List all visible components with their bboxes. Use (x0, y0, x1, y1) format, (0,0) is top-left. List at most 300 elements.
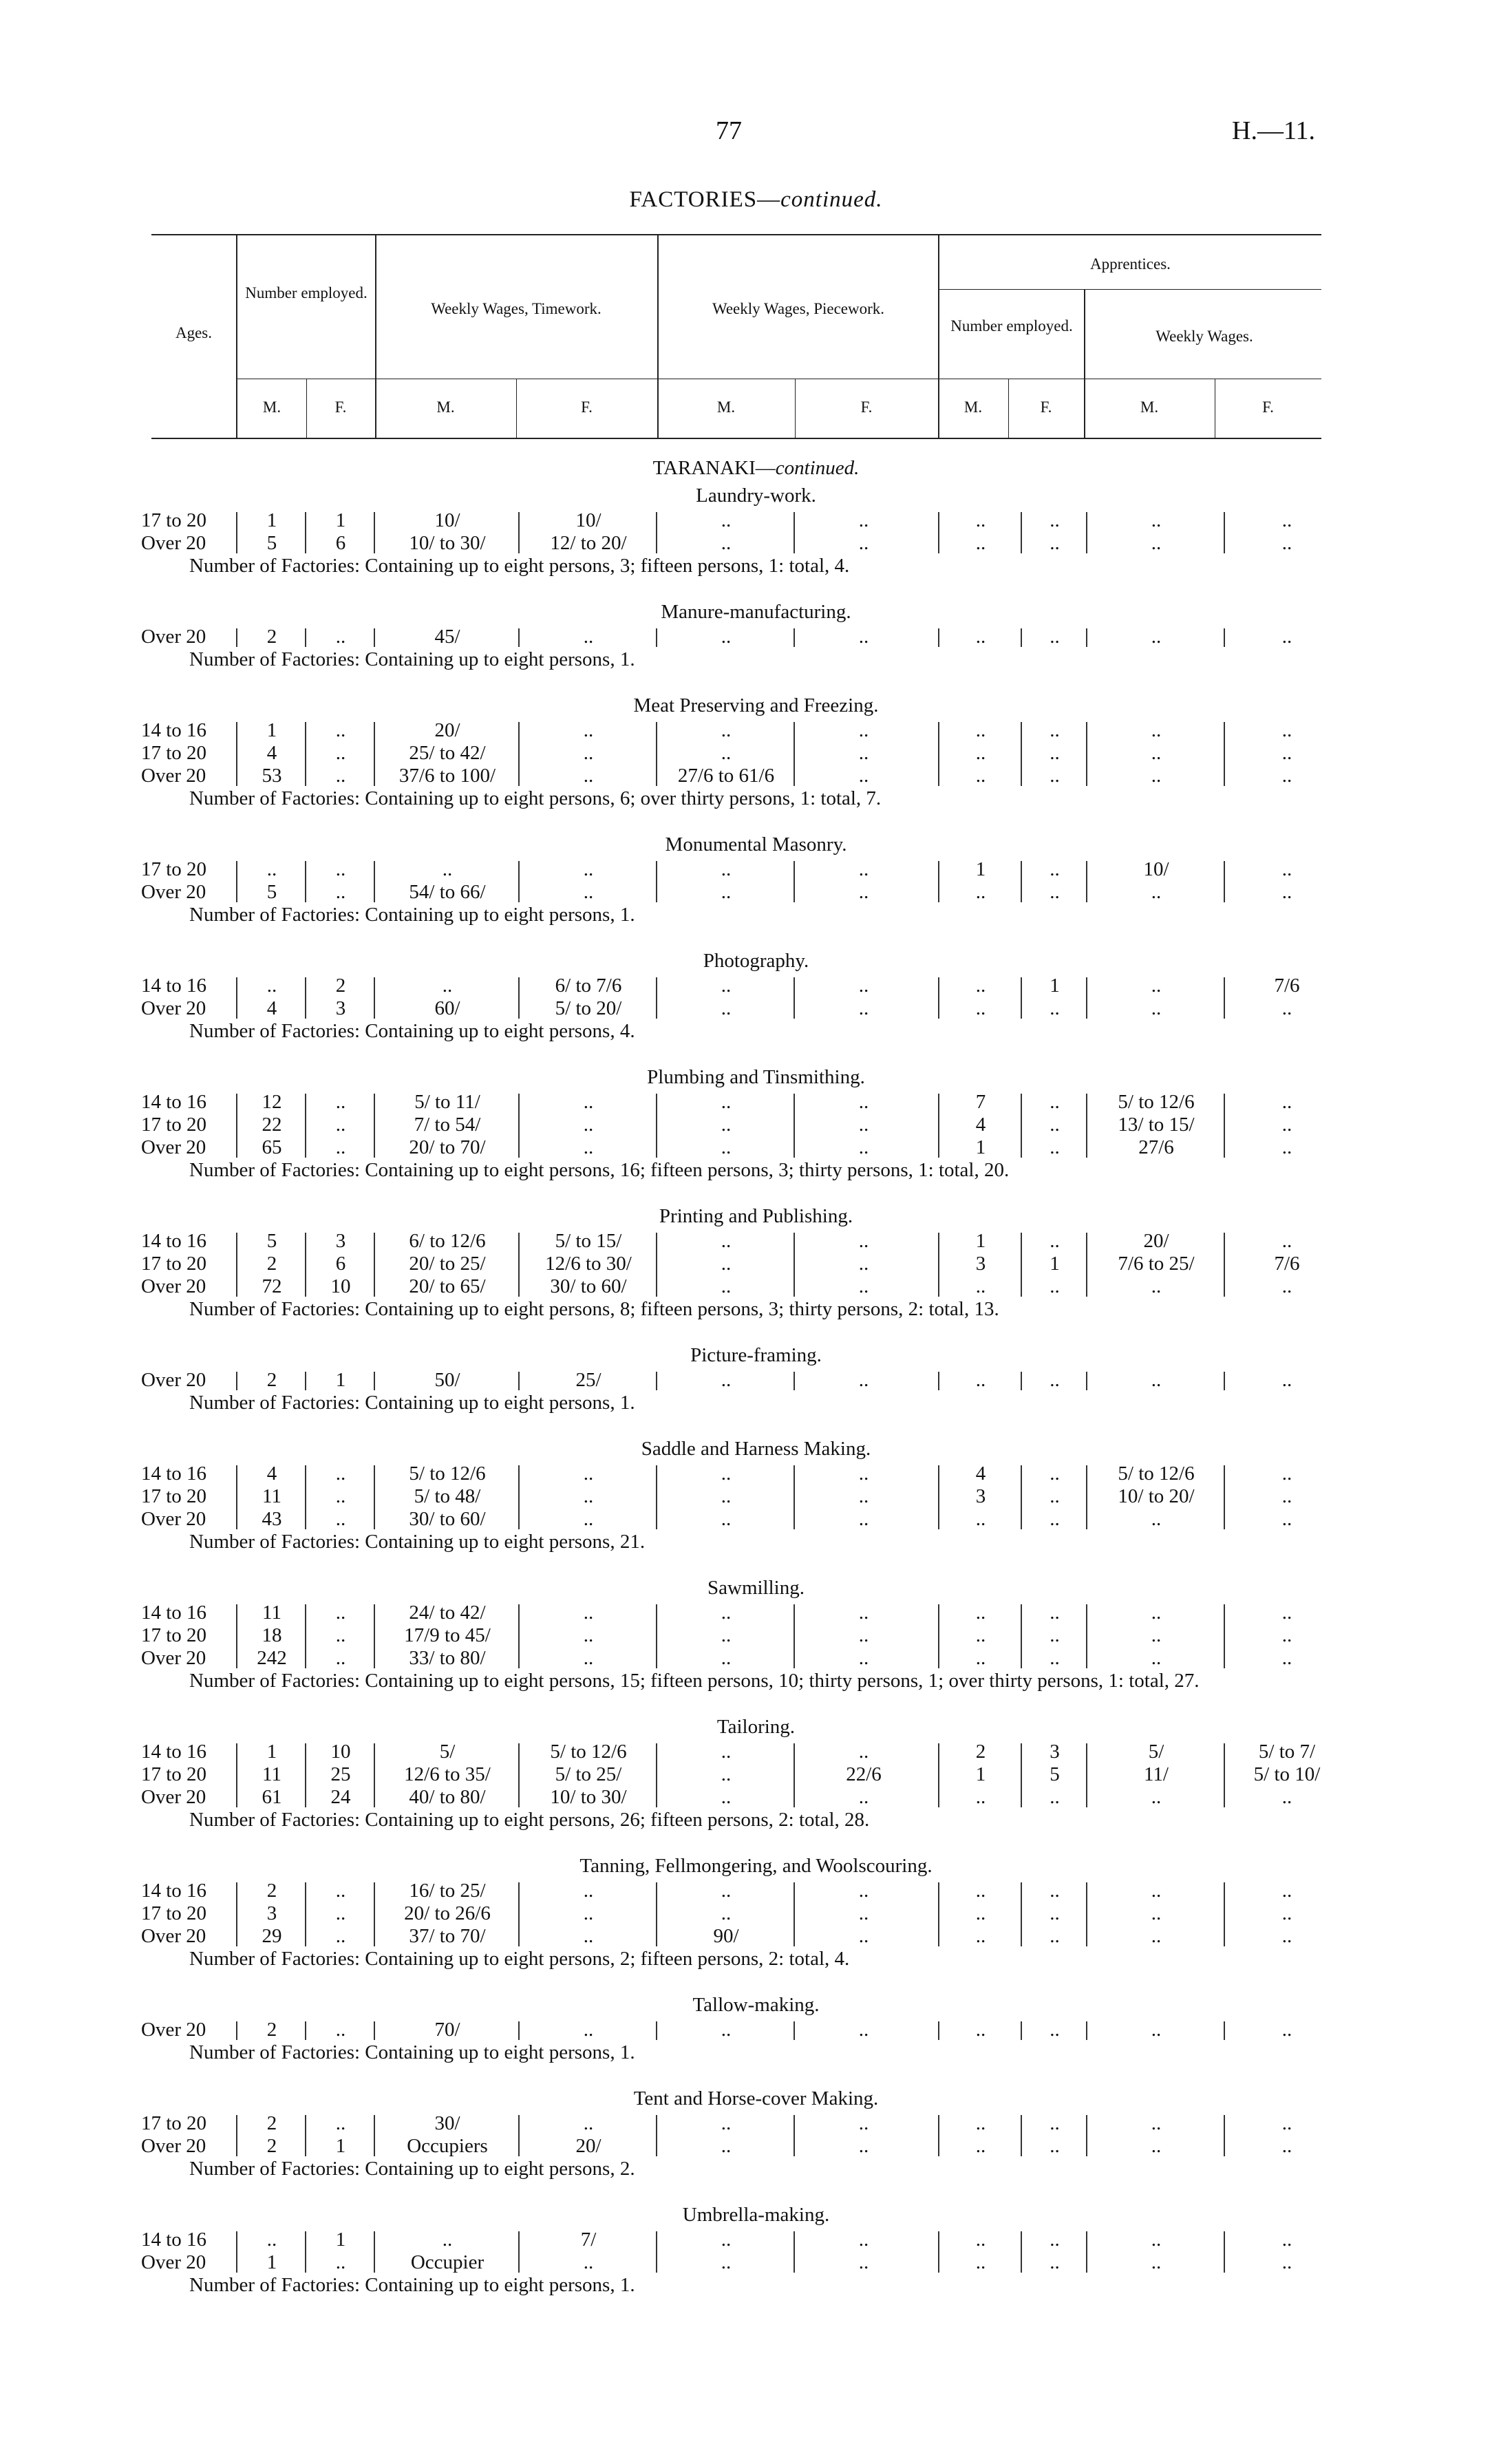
age-cell: 14 to 16 (141, 1463, 207, 1485)
industry-section (0, 1991, 1512, 2064)
apprentice-wages-f-cell: .. (1281, 1902, 1292, 1924)
number-m-cell: 22 (262, 1114, 282, 1136)
apprentice-number-m-cell: 1 (975, 858, 986, 880)
number-m-cell: 5 (266, 881, 277, 903)
piecework-m-cell: .. (721, 858, 732, 880)
column-rule (518, 1233, 520, 1297)
apprentice-number-f-cell: 5 (1050, 1763, 1060, 1785)
column-rule (518, 1465, 520, 1529)
header-m: M. (262, 398, 281, 416)
timework-f-cell: 5/ to 25/ (555, 1763, 622, 1785)
table-row (0, 1763, 1512, 1786)
apprentice-wages-m-cell: .. (1151, 1275, 1162, 1297)
table-row (0, 626, 1512, 648)
industry-rows (0, 1369, 1512, 1392)
column-rule (374, 1465, 375, 1529)
age-cell: Over 20 (141, 1647, 206, 1669)
apprentice-wages-f-cell: 7/6 (1274, 975, 1300, 997)
table-row (0, 2251, 1512, 2274)
industry-section (0, 2085, 1512, 2180)
apprentice-number-m-cell: .. (975, 765, 986, 787)
industry-name: Picture-framing. (690, 1344, 822, 1366)
industry-section (0, 1713, 1512, 1831)
column-rule (374, 861, 375, 902)
industry-name: Umbrella-making. (682, 2204, 830, 2226)
column-rule (1021, 1743, 1022, 1807)
apprentice-wages-f-cell: 5/ to 7/ (1258, 1741, 1316, 1763)
industry-section (0, 831, 1512, 926)
industry-rows (0, 1741, 1512, 1809)
header-app-number-employed: Number employed. (950, 317, 1073, 334)
timework-f-cell: 10/ (575, 509, 601, 531)
timework-m-cell: 20/ to 65/ (409, 1275, 486, 1297)
apprentice-wages-f-cell: .. (1281, 1136, 1292, 1158)
apprentice-number-m-cell: .. (975, 509, 986, 531)
number-f-cell: .. (335, 765, 346, 787)
age-cell: 14 to 16 (141, 1741, 207, 1763)
timework-f-cell: .. (583, 1880, 594, 1902)
apprentice-number-f-cell: .. (1050, 1602, 1060, 1624)
timework-m-cell: 25/ to 42/ (409, 742, 486, 764)
apprentice-number-f-cell: .. (1050, 1369, 1060, 1391)
apprentice-number-m-cell: .. (975, 1786, 986, 1808)
timework-m-cell: 37/6 to 100/ (398, 765, 496, 787)
apprentice-number-f-cell: .. (1050, 742, 1060, 764)
apprentice-wages-f-cell: .. (1281, 1786, 1292, 1808)
timework-f-cell: .. (583, 1624, 594, 1646)
column-rule (794, 1372, 795, 1390)
timework-m-cell: 20/ (434, 719, 460, 741)
timework-f-cell: .. (583, 742, 594, 764)
apprentice-wages-f-cell: .. (1281, 719, 1292, 741)
industry-name: Photography. (703, 950, 809, 972)
column-rule (656, 2021, 657, 2040)
column-rule (236, 1094, 237, 1158)
apprentice-number-m-cell: .. (975, 1925, 986, 1947)
column-rule (938, 1743, 939, 1807)
sections-container (0, 482, 1512, 2297)
apprentice-number-f-cell: .. (1050, 2019, 1060, 2041)
apprentice-number-m-cell: 3 (975, 1253, 986, 1275)
industry-section (0, 1435, 1512, 1553)
number-f-cell: 1 (335, 1369, 346, 1391)
column-rule (1021, 2115, 1022, 2156)
industry-name: Tailoring. (716, 1716, 796, 1738)
timework-m-cell: .. (442, 975, 453, 997)
column-rule (374, 1233, 375, 1297)
timework-f-cell: .. (583, 1463, 594, 1485)
table-row (0, 1786, 1512, 1809)
timework-m-cell: 5/ to 12/6 (409, 1463, 486, 1485)
age-cell: 17 to 20 (141, 742, 207, 764)
apprentice-wages-f-cell: .. (1281, 1275, 1292, 1297)
timework-m-cell: 12/6 to 35/ (404, 1763, 491, 1785)
number-m-cell: 1 (266, 719, 277, 741)
apprentice-wages-m-cell: 10/ (1143, 858, 1169, 880)
timework-m-cell: 20/ to 70/ (409, 1136, 486, 1158)
apprentice-wages-f-cell: .. (1281, 765, 1292, 787)
apprentice-number-m-cell: 2 (975, 1741, 986, 1763)
age-cell: Over 20 (141, 765, 206, 787)
industry-rows (0, 509, 1512, 555)
header-f: F. (1040, 398, 1052, 416)
piecework-f-cell: .. (858, 1741, 869, 1763)
apprentice-number-m-cell: .. (975, 532, 986, 554)
number-m-cell: 5 (266, 532, 277, 554)
column-rule (1224, 1094, 1225, 1158)
column-rule (1086, 512, 1087, 553)
apprentice-wages-f-cell: .. (1281, 2251, 1292, 2273)
number-f-cell: 6 (335, 1253, 346, 1275)
column-rule (518, 2115, 520, 2156)
page-title-main: FACTORIES— (629, 187, 781, 212)
timework-f-cell: 7/ (580, 2229, 597, 2251)
table-row (0, 1091, 1512, 1114)
apprentice-number-f-cell: 3 (1050, 1741, 1060, 1763)
number-f-cell: .. (335, 1880, 346, 1902)
piecework-m-cell: .. (721, 2229, 732, 2251)
column-rule (656, 1882, 657, 1946)
piecework-f-cell: .. (858, 1485, 869, 1507)
industry-name: Tanning, Fellmongering, and Woolscouring. (579, 1855, 933, 1877)
column-rule (1224, 977, 1225, 1019)
apprentice-wages-m-cell: .. (1151, 626, 1162, 648)
column-rule (1224, 1372, 1225, 1390)
factory-count-note: Number of Factories: Containing up to eight persons, 3; fifteen persons, 1: total, 4. (189, 555, 850, 577)
timework-f-cell: 12/ to 20/ (550, 532, 627, 554)
piecework-f-cell: .. (858, 2019, 869, 2041)
age-cell: Over 20 (141, 1136, 206, 1158)
header-number-employed: Number employed. (245, 284, 368, 301)
piecework-f-cell: .. (858, 1925, 869, 1947)
age-cell: 14 to 16 (141, 1091, 207, 1113)
apprentice-number-f-cell: 1 (1050, 1253, 1060, 1275)
industry-name: Laundry-work. (696, 485, 816, 507)
column-rule (305, 2021, 306, 2040)
apprentice-wages-f-cell: .. (1281, 1369, 1292, 1391)
number-m-cell: 2 (266, 1253, 277, 1275)
apprentice-number-f-cell: .. (1050, 881, 1060, 903)
apprentice-wages-m-cell: .. (1151, 1647, 1162, 1669)
column-rule (938, 1233, 939, 1297)
apprentice-wages-f-cell: .. (1281, 1624, 1292, 1646)
column-rule (1021, 512, 1022, 553)
number-f-cell: .. (335, 719, 346, 741)
apprentice-number-f-cell: .. (1050, 1624, 1060, 1646)
apprentice-wages-m-cell: 11/ (1144, 1763, 1169, 1785)
age-cell: 14 to 16 (141, 719, 207, 741)
piecework-f-cell: .. (858, 1786, 869, 1808)
apprentice-number-f-cell: .. (1050, 997, 1060, 1019)
column-rule (1021, 1233, 1022, 1297)
factory-count-note: Number of Factories: Containing up to eight persons, 6; over thirty persons, 1: total, 7. (189, 787, 882, 809)
column-rule (374, 722, 375, 786)
table-row (0, 2135, 1512, 2158)
piecework-f-cell: .. (858, 881, 869, 903)
industry-section (0, 692, 1512, 810)
piecework-m-cell: .. (721, 1902, 732, 1924)
header-f: F. (581, 398, 593, 416)
number-f-cell: .. (335, 1091, 346, 1113)
column-rule (1086, 722, 1087, 786)
industry-rows (0, 1091, 1512, 1159)
apprentice-number-f-cell: .. (1050, 1880, 1060, 1902)
piecework-f-cell: .. (858, 1369, 869, 1391)
region-continued: continued. (775, 457, 860, 479)
factory-count-note: Number of Factories: Containing up to eight persons, 1. (189, 2041, 635, 2063)
number-m-cell: 53 (262, 765, 282, 787)
apprentice-wages-f-cell: .. (1281, 1602, 1292, 1624)
timework-f-cell: .. (583, 1647, 594, 1669)
apprentice-number-f-cell: .. (1050, 1647, 1060, 1669)
page-number: 77 (716, 116, 742, 145)
industry-name: Saddle and Harness Making. (641, 1438, 871, 1460)
apprentice-wages-f-cell: .. (1281, 1508, 1292, 1530)
number-m-cell: 29 (262, 1925, 282, 1947)
piecework-m-cell: .. (721, 1230, 732, 1252)
column-rule (1224, 861, 1225, 902)
piecework-f-cell: .. (858, 2112, 869, 2134)
timework-m-cell: 37/ to 70/ (409, 1925, 486, 1947)
column-rule (518, 1094, 520, 1158)
timework-f-cell: .. (583, 1925, 594, 1947)
piecework-m-cell: .. (721, 2251, 732, 2273)
apprentice-wages-m-cell: 20/ (1143, 1230, 1169, 1252)
apprentice-wages-f-cell: .. (1281, 742, 1292, 764)
timework-f-cell: 6/ to 7/6 (555, 975, 622, 997)
age-cell: 14 to 16 (141, 975, 207, 997)
number-m-cell: 11 (262, 1763, 281, 1785)
industry-name: Monumental Masonry. (665, 833, 847, 855)
piecework-f-cell: .. (858, 532, 869, 554)
factory-count-note: Number of Factories: Containing up to eight persons, 1. (189, 904, 635, 926)
apprentice-wages-m-cell: .. (1151, 1925, 1162, 1947)
header-f: F. (860, 398, 873, 416)
apprentice-number-f-cell: .. (1050, 2229, 1060, 2251)
apprentice-wages-f-cell: .. (1281, 2112, 1292, 2134)
number-m-cell: 1 (266, 509, 277, 531)
apprentice-wages-f-cell: .. (1281, 858, 1292, 880)
timework-m-cell: 40/ to 80/ (409, 1786, 486, 1808)
piecework-m-cell: 27/6 to 61/6 (677, 765, 775, 787)
column-rule (1224, 722, 1225, 786)
apprentice-number-m-cell: 1 (975, 1136, 986, 1158)
column-rule (794, 1233, 795, 1297)
apprentice-number-f-cell: .. (1050, 2251, 1060, 2273)
number-f-cell: 2 (335, 975, 346, 997)
number-f-cell: .. (335, 1114, 346, 1136)
number-m-cell: 2 (266, 626, 277, 648)
column-rule (1021, 628, 1022, 647)
industry-rows (0, 1880, 1512, 1948)
column-rule (1021, 2231, 1022, 2273)
apprentice-number-f-cell: .. (1050, 1136, 1060, 1158)
timework-f-cell: 5/ to 12/6 (550, 1741, 627, 1763)
apprentice-number-m-cell: 4 (975, 1114, 986, 1136)
column-rule (1086, 1465, 1087, 1529)
table-row (0, 1647, 1512, 1670)
column-rule (656, 1094, 657, 1158)
number-f-cell: 3 (335, 997, 346, 1019)
timework-m-cell: 60/ (434, 997, 460, 1019)
apprentice-wages-m-cell: .. (1151, 1786, 1162, 1808)
number-m-cell: 2 (266, 2112, 277, 2134)
apprentice-wages-f-cell: .. (1281, 2229, 1292, 2251)
industry-rows (0, 1463, 1512, 1531)
timework-f-cell: .. (583, 1902, 594, 1924)
number-f-cell: 6 (335, 532, 346, 554)
apprentice-wages-m-cell: .. (1151, 2135, 1162, 2157)
age-cell: Over 20 (141, 1369, 206, 1391)
number-m-cell: 2 (266, 2135, 277, 2157)
timework-f-cell: 5/ to 15/ (555, 1230, 622, 1252)
apprentice-wages-f-cell: .. (1281, 1925, 1292, 1947)
piecework-m-cell: .. (721, 1091, 732, 1113)
timework-f-cell: .. (583, 881, 594, 903)
apprentice-number-f-cell: .. (1050, 1275, 1060, 1297)
column-rule (305, 628, 306, 647)
apprentice-number-f-cell: .. (1050, 2135, 1060, 2157)
piecework-f-cell: .. (858, 1880, 869, 1902)
number-f-cell: 10 (330, 1275, 351, 1297)
apprentice-wages-f-cell: .. (1281, 532, 1292, 554)
apprentice-wages-f-cell: .. (1281, 1463, 1292, 1485)
number-m-cell: 1 (266, 2251, 277, 2273)
column-rule (938, 861, 939, 902)
piecework-f-cell: 22/6 (846, 1763, 882, 1785)
apprentice-number-m-cell: .. (975, 742, 986, 764)
apprentices-rule (939, 289, 1321, 290)
column-rule (305, 1372, 306, 1390)
factory-count-note: Number of Factories: Containing up to eight persons, 1. (189, 648, 635, 670)
number-f-cell: 25 (330, 1763, 351, 1785)
number-f-cell: .. (335, 2251, 346, 2273)
timework-m-cell: 5/ (439, 1741, 456, 1763)
age-cell: Over 20 (141, 532, 206, 554)
column-rule (656, 861, 657, 902)
number-f-cell: 1 (335, 2229, 346, 2251)
table-row (0, 975, 1512, 997)
piecework-m-cell: .. (721, 1647, 732, 1669)
apprentice-wages-m-cell: 5/ to 12/6 (1118, 1463, 1195, 1485)
column-rule (794, 1882, 795, 1946)
piecework-m-cell: .. (721, 1880, 732, 1902)
industry-section (0, 1063, 1512, 1182)
timework-f-cell: 10/ to 30/ (550, 1786, 627, 1808)
region-name: TARANAKI— (652, 457, 776, 479)
column-rule (305, 977, 306, 1019)
piecework-m-cell: .. (721, 1136, 732, 1158)
apprentice-number-m-cell: .. (975, 1602, 986, 1624)
timework-m-cell: 50/ (434, 1369, 460, 1391)
apprentice-number-f-cell: 1 (1050, 975, 1060, 997)
apprentice-number-f-cell: .. (1050, 858, 1060, 880)
piecework-m-cell: .. (721, 1485, 732, 1507)
column-rule (1086, 861, 1087, 902)
table-row (0, 509, 1512, 532)
timework-m-cell: 20/ to 25/ (409, 1253, 486, 1275)
number-f-cell: .. (335, 858, 346, 880)
number-m-cell: 72 (262, 1275, 282, 1297)
column-rule (305, 1743, 306, 1807)
apprentice-number-m-cell: 4 (975, 1463, 986, 1485)
apprentice-wages-m-cell: .. (1151, 1880, 1162, 1902)
timework-f-cell: .. (583, 719, 594, 741)
piecework-m-cell: .. (721, 1253, 732, 1275)
column-rule (794, 1465, 795, 1529)
header-top-rule (151, 234, 1321, 235)
piecework-f-cell: .. (858, 997, 869, 1019)
number-m-cell: 61 (262, 1786, 282, 1808)
industry-rows (0, 1602, 1512, 1670)
column-rule (518, 977, 520, 1019)
table-row (0, 1230, 1512, 1253)
apprentice-wages-m-cell: .. (1151, 1369, 1162, 1391)
number-m-cell: 65 (262, 1136, 282, 1158)
age-cell: 17 to 20 (141, 2112, 207, 2134)
column-rule (1224, 512, 1225, 553)
piecework-f-cell: .. (858, 1114, 869, 1136)
column-rule (374, 1743, 375, 1807)
factory-count-note: Number of Factories: Containing up to eight persons, 2. (189, 2158, 635, 2180)
piecework-m-cell: .. (721, 1114, 732, 1136)
column-rule (236, 2021, 237, 2040)
number-f-cell: .. (335, 1136, 346, 1158)
piecework-m-cell: .. (721, 532, 732, 554)
apprentice-wages-m-cell: .. (1151, 1624, 1162, 1646)
apprentice-wages-m-cell: .. (1151, 719, 1162, 741)
column-rule (794, 512, 795, 553)
apprentice-wages-m-cell: .. (1151, 1902, 1162, 1924)
column-rule (1021, 977, 1022, 1019)
piecework-m-cell: .. (721, 1369, 732, 1391)
age-cell: Over 20 (141, 2251, 206, 2273)
column-rule (938, 1882, 939, 1946)
column-rule (374, 2021, 375, 2040)
column-rule (938, 977, 939, 1019)
apprentice-wages-m-cell: 27/6 (1138, 1136, 1174, 1158)
piecework-m-cell: .. (721, 2112, 732, 2134)
apprentice-wages-m-cell: 5/ (1148, 1741, 1164, 1763)
age-cell: Over 20 (141, 626, 206, 648)
column-rule (656, 1604, 657, 1668)
timework-f-cell: 25/ (575, 1369, 601, 1391)
timework-m-cell: Occupier (410, 2251, 485, 2273)
apprentice-wages-m-cell: 7/6 to 25/ (1118, 1253, 1195, 1275)
apprentice-wages-m-cell: .. (1151, 997, 1162, 1019)
apprentice-number-m-cell: .. (975, 719, 986, 741)
piecework-m-cell: .. (721, 1602, 732, 1624)
header-f: F. (334, 398, 347, 416)
industry-rows (0, 2112, 1512, 2158)
column-rule (1224, 1233, 1225, 1297)
timework-m-cell: .. (442, 858, 453, 880)
apprentice-number-f-cell: .. (1050, 509, 1060, 531)
column-rule (518, 2021, 520, 2040)
column-rule (236, 628, 237, 647)
column-rule (236, 1372, 237, 1390)
number-m-cell: 3 (266, 1902, 277, 1924)
apprentice-wages-f-cell: .. (1281, 626, 1292, 648)
number-m-cell: 11 (262, 1602, 281, 1624)
column-rule (236, 722, 237, 786)
column-rule (794, 977, 795, 1019)
timework-m-cell: 16/ to 25/ (409, 1880, 486, 1902)
table-row (0, 1369, 1512, 1392)
industry-section (0, 1202, 1512, 1321)
piecework-f-cell: .. (858, 1136, 869, 1158)
piecework-m-cell: .. (721, 626, 732, 648)
